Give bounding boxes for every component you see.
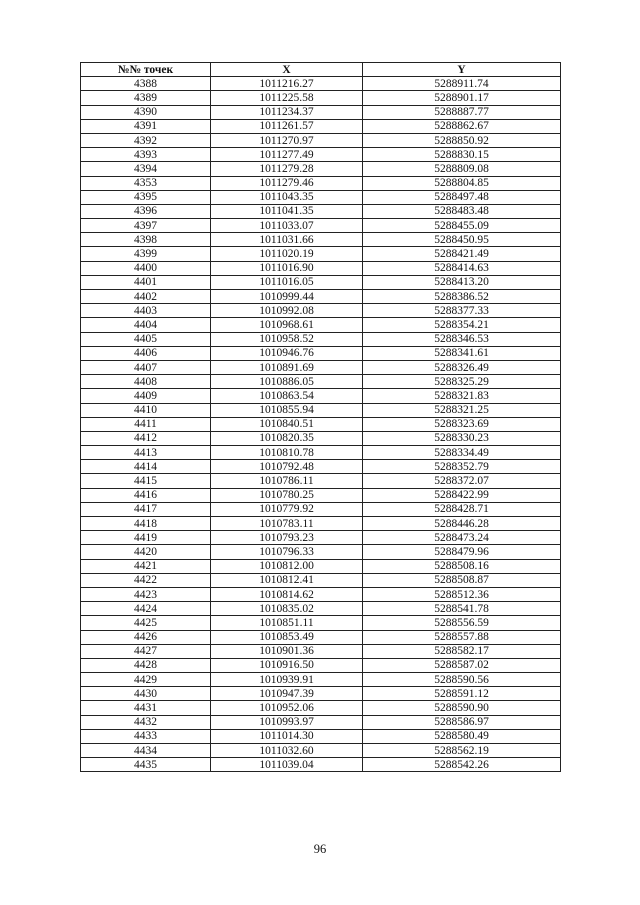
cell-x: 1010835.02 (211, 602, 363, 616)
cell-y: 5288421.49 (363, 247, 561, 261)
cell-y: 5288330.23 (363, 431, 561, 445)
cell-point-number: 4388 (81, 77, 211, 91)
cell-y: 5288386.52 (363, 290, 561, 304)
cell-y: 5288542.26 (363, 758, 561, 772)
cell-point-number: 4426 (81, 630, 211, 644)
header-y: Y (363, 63, 561, 77)
cell-y: 5288346.53 (363, 332, 561, 346)
cell-y: 5288414.63 (363, 261, 561, 275)
cell-point-number: 4389 (81, 91, 211, 105)
cell-x: 1011216.27 (211, 77, 363, 91)
cell-x: 1010792.48 (211, 460, 363, 474)
cell-point-number: 4434 (81, 744, 211, 758)
cell-x: 1011261.57 (211, 119, 363, 133)
cell-point-number: 4393 (81, 148, 211, 162)
table-row (81, 446, 561, 460)
cell-point-number: 4411 (81, 417, 211, 431)
table-row (81, 474, 561, 488)
cell-x: 1010947.39 (211, 687, 363, 701)
cell-point-number: 4416 (81, 488, 211, 502)
table-row (81, 290, 561, 304)
cell-y: 5288450.95 (363, 233, 561, 247)
cell-x: 1010901.36 (211, 644, 363, 658)
table-row (81, 573, 561, 587)
cell-x: 1010958.52 (211, 332, 363, 346)
cell-point-number: 4390 (81, 105, 211, 119)
cell-point-number: 4406 (81, 346, 211, 360)
table-row (81, 744, 561, 758)
cell-point-number: 4394 (81, 162, 211, 176)
cell-x: 1010946.76 (211, 346, 363, 360)
cell-x: 1011020.19 (211, 247, 363, 261)
cell-point-number: 4432 (81, 715, 211, 729)
cell-point-number: 4409 (81, 389, 211, 403)
cell-x: 1010939.91 (211, 673, 363, 687)
table-row (81, 417, 561, 431)
cell-x: 1011270.97 (211, 133, 363, 147)
cell-y: 5288321.83 (363, 389, 561, 403)
table-row (81, 687, 561, 701)
coordinates-table (80, 62, 561, 772)
cell-point-number: 4427 (81, 644, 211, 658)
cell-x: 1010780.25 (211, 488, 363, 502)
table-row (81, 233, 561, 247)
cell-point-number: 4410 (81, 403, 211, 417)
header-x: X (211, 63, 363, 77)
table-row (81, 715, 561, 729)
cell-y: 5288497.48 (363, 190, 561, 204)
table-row (81, 119, 561, 133)
cell-y: 5288428.71 (363, 502, 561, 516)
cell-y: 5288334.49 (363, 446, 561, 460)
cell-x: 1010812.41 (211, 573, 363, 587)
cell-x: 1010783.11 (211, 517, 363, 531)
table-row (81, 559, 561, 573)
cell-x: 1011225.58 (211, 91, 363, 105)
cell-x: 1010992.08 (211, 304, 363, 318)
table-row (81, 105, 561, 119)
cell-y: 5288508.87 (363, 573, 561, 587)
cell-point-number: 4433 (81, 729, 211, 743)
cell-y: 5288580.49 (363, 729, 561, 743)
cell-x: 1010840.51 (211, 417, 363, 431)
table-row (81, 630, 561, 644)
cell-x: 1010851.11 (211, 616, 363, 630)
cell-point-number: 4428 (81, 658, 211, 672)
cell-point-number: 4412 (81, 431, 211, 445)
cell-y: 5288479.96 (363, 545, 561, 559)
cell-x: 1011277.49 (211, 148, 363, 162)
cell-x: 1010886.05 (211, 375, 363, 389)
cell-x: 1010793.23 (211, 531, 363, 545)
cell-point-number: 4414 (81, 460, 211, 474)
table-row (81, 176, 561, 190)
cell-point-number: 4353 (81, 176, 211, 190)
cell-point-number: 4429 (81, 673, 211, 687)
cell-y: 5288354.21 (363, 318, 561, 332)
cell-y: 5288541.78 (363, 602, 561, 616)
cell-y: 5288590.56 (363, 673, 561, 687)
table-row (81, 375, 561, 389)
table-row (81, 531, 561, 545)
cell-y: 5288323.69 (363, 417, 561, 431)
cell-y: 5288562.19 (363, 744, 561, 758)
cell-y: 5288557.88 (363, 630, 561, 644)
cell-point-number: 4420 (81, 545, 211, 559)
table-row (81, 545, 561, 559)
cell-x: 1011033.07 (211, 219, 363, 233)
table-row (81, 148, 561, 162)
cell-y: 5288887.77 (363, 105, 561, 119)
table-row (81, 587, 561, 601)
cell-y: 5288582.17 (363, 644, 561, 658)
table-row (81, 190, 561, 204)
table-row (81, 247, 561, 261)
cell-point-number: 4403 (81, 304, 211, 318)
cell-y: 5288372.07 (363, 474, 561, 488)
table-row (81, 502, 561, 516)
cell-point-number: 4424 (81, 602, 211, 616)
table-row (81, 616, 561, 630)
table-row (81, 318, 561, 332)
cell-y: 5288455.09 (363, 219, 561, 233)
cell-point-number: 4400 (81, 261, 211, 275)
cell-y: 5288591.12 (363, 687, 561, 701)
cell-y: 5288586.97 (363, 715, 561, 729)
cell-y: 5288911.74 (363, 77, 561, 91)
table-row (81, 346, 561, 360)
table-row (81, 403, 561, 417)
cell-y: 5288473.24 (363, 531, 561, 545)
table-row (81, 389, 561, 403)
cell-point-number: 4407 (81, 360, 211, 374)
cell-x: 1011043.35 (211, 190, 363, 204)
cell-y: 5288512.36 (363, 587, 561, 601)
cell-point-number: 4418 (81, 517, 211, 531)
cell-y: 5288850.92 (363, 133, 561, 147)
cell-y: 5288446.28 (363, 517, 561, 531)
table-row (81, 360, 561, 374)
cell-point-number: 4413 (81, 446, 211, 460)
cell-x: 1010810.78 (211, 446, 363, 460)
cell-point-number: 4405 (81, 332, 211, 346)
cell-x: 1011014.30 (211, 729, 363, 743)
cell-point-number: 4417 (81, 502, 211, 516)
cell-x: 1010993.97 (211, 715, 363, 729)
table-row (81, 460, 561, 474)
cell-x: 1010812.00 (211, 559, 363, 573)
cell-point-number: 4419 (81, 531, 211, 545)
cell-point-number: 4425 (81, 616, 211, 630)
cell-point-number: 4435 (81, 758, 211, 772)
table-row (81, 431, 561, 445)
cell-x: 1010796.33 (211, 545, 363, 559)
table-row (81, 304, 561, 318)
table-row (81, 517, 561, 531)
cell-y: 5288804.85 (363, 176, 561, 190)
cell-point-number: 4423 (81, 587, 211, 601)
cell-x: 1011032.60 (211, 744, 363, 758)
cell-x: 1011031.66 (211, 233, 363, 247)
cell-y: 5288483.48 (363, 204, 561, 218)
table-row (81, 133, 561, 147)
cell-y: 5288862.67 (363, 119, 561, 133)
table-row (81, 332, 561, 346)
table-row (81, 488, 561, 502)
header-point-number: №№ точек (81, 63, 211, 77)
cell-point-number: 4408 (81, 375, 211, 389)
cell-x: 1010999.44 (211, 290, 363, 304)
table-row (81, 644, 561, 658)
cell-x: 1011279.28 (211, 162, 363, 176)
cell-x: 1010968.61 (211, 318, 363, 332)
table-row (81, 261, 561, 275)
cell-y: 5288341.61 (363, 346, 561, 360)
table-row (81, 204, 561, 218)
cell-point-number: 4415 (81, 474, 211, 488)
table-row (81, 91, 561, 105)
cell-y: 5288377.33 (363, 304, 561, 318)
cell-y: 5288413.20 (363, 275, 561, 289)
table-row (81, 701, 561, 715)
cell-x: 1010820.35 (211, 431, 363, 445)
cell-point-number: 4399 (81, 247, 211, 261)
table-row (81, 658, 561, 672)
table-row (81, 758, 561, 772)
cell-y: 5288321.25 (363, 403, 561, 417)
table-row (81, 219, 561, 233)
table-row (81, 77, 561, 91)
cell-x: 1010814.62 (211, 587, 363, 601)
cell-point-number: 4395 (81, 190, 211, 204)
table-row (81, 602, 561, 616)
cell-x: 1010891.69 (211, 360, 363, 374)
cell-x: 1011039.04 (211, 758, 363, 772)
cell-y: 5288901.17 (363, 91, 561, 105)
cell-x: 1010863.54 (211, 389, 363, 403)
page-number: 96 (313, 842, 327, 856)
cell-y: 5288325.29 (363, 375, 561, 389)
cell-point-number: 4404 (81, 318, 211, 332)
cell-point-number: 4396 (81, 204, 211, 218)
cell-point-number: 4402 (81, 290, 211, 304)
cell-point-number: 4397 (81, 219, 211, 233)
header-row (81, 63, 561, 77)
cell-y: 5288422.99 (363, 488, 561, 502)
cell-point-number: 4430 (81, 687, 211, 701)
cell-point-number: 4431 (81, 701, 211, 715)
cell-y: 5288326.49 (363, 360, 561, 374)
cell-y: 5288556.59 (363, 616, 561, 630)
cell-point-number: 4392 (81, 133, 211, 147)
cell-point-number: 4422 (81, 573, 211, 587)
cell-y: 5288587.02 (363, 658, 561, 672)
table-row (81, 729, 561, 743)
cell-point-number: 4421 (81, 559, 211, 573)
cell-x: 1010779.92 (211, 502, 363, 516)
table-row (81, 162, 561, 176)
cell-y: 5288352.79 (363, 460, 561, 474)
cell-point-number: 4401 (81, 275, 211, 289)
cell-point-number: 4391 (81, 119, 211, 133)
cell-y: 5288830.15 (363, 148, 561, 162)
cell-y: 5288590.90 (363, 701, 561, 715)
table-row (81, 275, 561, 289)
cell-x: 1010952.06 (211, 701, 363, 715)
table-row (81, 673, 561, 687)
cell-x: 1011234.37 (211, 105, 363, 119)
cell-x: 1011016.05 (211, 275, 363, 289)
cell-x: 1010853.49 (211, 630, 363, 644)
cell-x: 1010786.11 (211, 474, 363, 488)
cell-point-number: 4398 (81, 233, 211, 247)
cell-x: 1011016.90 (211, 261, 363, 275)
cell-y: 5288508.16 (363, 559, 561, 573)
cell-y: 5288809.08 (363, 162, 561, 176)
cell-x: 1011279.46 (211, 176, 363, 190)
cell-x: 1010855.94 (211, 403, 363, 417)
cell-x: 1011041.35 (211, 204, 363, 218)
table-header (81, 63, 561, 77)
cell-x: 1010916.50 (211, 658, 363, 672)
table-body (81, 77, 561, 772)
